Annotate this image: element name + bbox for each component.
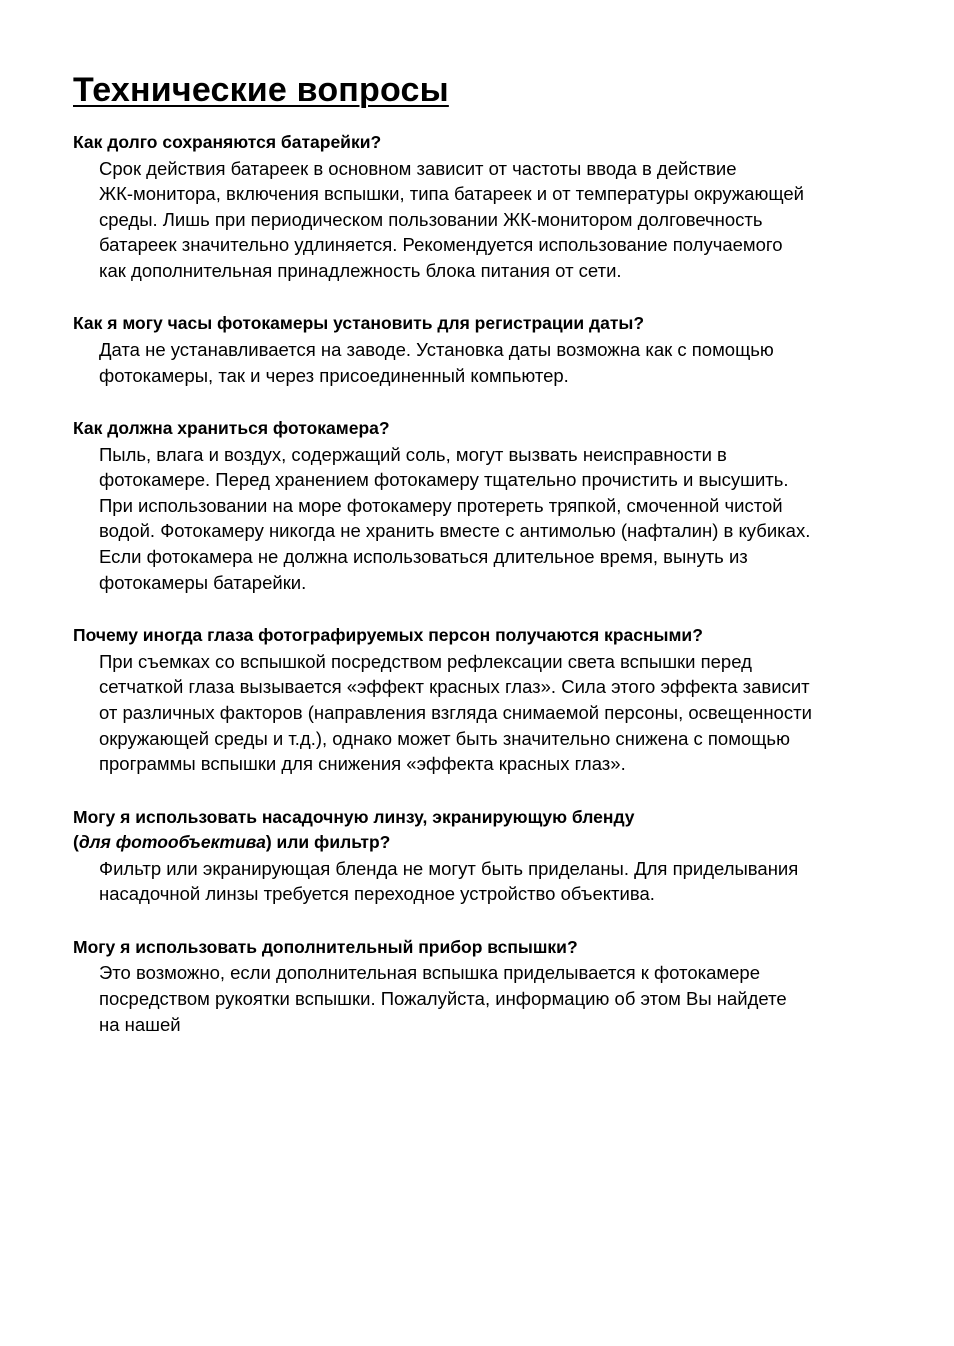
faq-answer	[99, 856, 889, 907]
question-line-1: Могу я использовать насадочную линзу, экранирующую бленду	[73, 806, 635, 827]
answer-line: Это возможно, если дополнительная вспышка приделывается к фотокамере	[99, 962, 760, 984]
answer-line: фотокамере. Перед хранением фотокамеру тщательно прочистить и высушить.	[99, 469, 789, 491]
faq-question: Как должна храниться фотокамера?	[73, 418, 390, 439]
answer-line: от различных факторов (направления взгляда снимаемой персоны, освещенности	[99, 701, 812, 723]
answer-line: Пыль, влага и воздух, содержащий соль, могут вызвать неисправности в	[99, 443, 727, 465]
answer-line: посредством рукоятки вспышки. Пожалуйста, информацию об этом Вы найдете	[99, 987, 787, 1009]
faq-question: Как я могу часы фотокамеры установить для регистрации даты?	[73, 313, 645, 334]
faq-item-external-flash	[73, 935, 883, 1037]
faq-answer	[99, 442, 889, 596]
page-title: Технические вопросы	[73, 71, 449, 109]
faq-answer	[99, 649, 889, 777]
faq-item-lens-filter	[73, 805, 883, 907]
question-line-2-italic: для фотообъектива	[78, 832, 266, 853]
answer-line: фотокамеры батарейки.	[99, 571, 307, 593]
answer-line: батареек значительно удлиняется. Рекомендуется использование получаемого	[99, 234, 783, 256]
document-page	[73, 70, 883, 1065]
answer-line: ЖК-монитора, включения вспышки, типа батареек и от температуры окружающей	[99, 183, 804, 205]
answer-line: фотокамеры, так и через присоединенный компьютер.	[99, 364, 569, 386]
faq-question: Почему иногда глаза фотографируемых персон получаются красными?	[73, 625, 703, 646]
answer-line: При съемках со вспышкой посредством рефлексации света вспышки перед	[99, 650, 752, 672]
faq-answer	[99, 156, 889, 284]
faq-answer	[99, 337, 889, 388]
faq-item-battery-life	[73, 130, 883, 283]
answer-line: сетчаткой глаза вызывается «эффект красных глаз». Сила этого эффекта зависит	[99, 676, 810, 698]
faq-question	[73, 805, 883, 856]
question-line-2-prefix: (	[73, 832, 79, 853]
answer-line: насадочной линзы требуется переходное устройство объектива.	[99, 883, 655, 905]
faq-item-red-eye	[73, 623, 883, 776]
answer-line: Срок действия батареек в основном зависит от частоты ввода в действие	[99, 157, 737, 179]
answer-line: Если фотокамера не должна использоваться длительное время, вынуть из	[99, 546, 748, 568]
faq-question: Как долго сохраняются батарейки?	[73, 132, 382, 152]
faq-item-date-setting	[73, 311, 883, 388]
faq-answer	[99, 960, 889, 1037]
answer-line: водой. Фотокамеру никогда не хранить вместе с антимолью (нафталин) в кубиках.	[99, 520, 811, 542]
answer-line: Фильтр или экранирующая бленда не могут быть приделаны. Для приделывания	[99, 857, 799, 879]
faq-question: Могу я использовать дополнительный прибор вспышки?	[73, 936, 578, 957]
answer-line: окружающей среды и т.д.), однако может быть значительно снижена с помощью	[99, 727, 790, 749]
answer-line: При использовании на море фотокамеру протереть тряпкой, смоченной чистой	[99, 494, 783, 516]
answer-line: среды. Лишь при периодическом пользовании ЖК-монитором долговечность	[99, 208, 763, 230]
answer-line: Дата не устанавливается на заводе. Установка даты возможна как с помощью	[99, 338, 774, 360]
answer-line: программы вспышки для снижения «эффекта красных глаз».	[99, 753, 626, 775]
answer-line: на нашей	[99, 1013, 181, 1035]
faq-item-camera-storage	[73, 416, 883, 595]
answer-line: как дополнительная принадлежность блока питания от сети.	[99, 259, 622, 281]
question-line-2-suffix: ) или фильтр?	[265, 832, 391, 853]
